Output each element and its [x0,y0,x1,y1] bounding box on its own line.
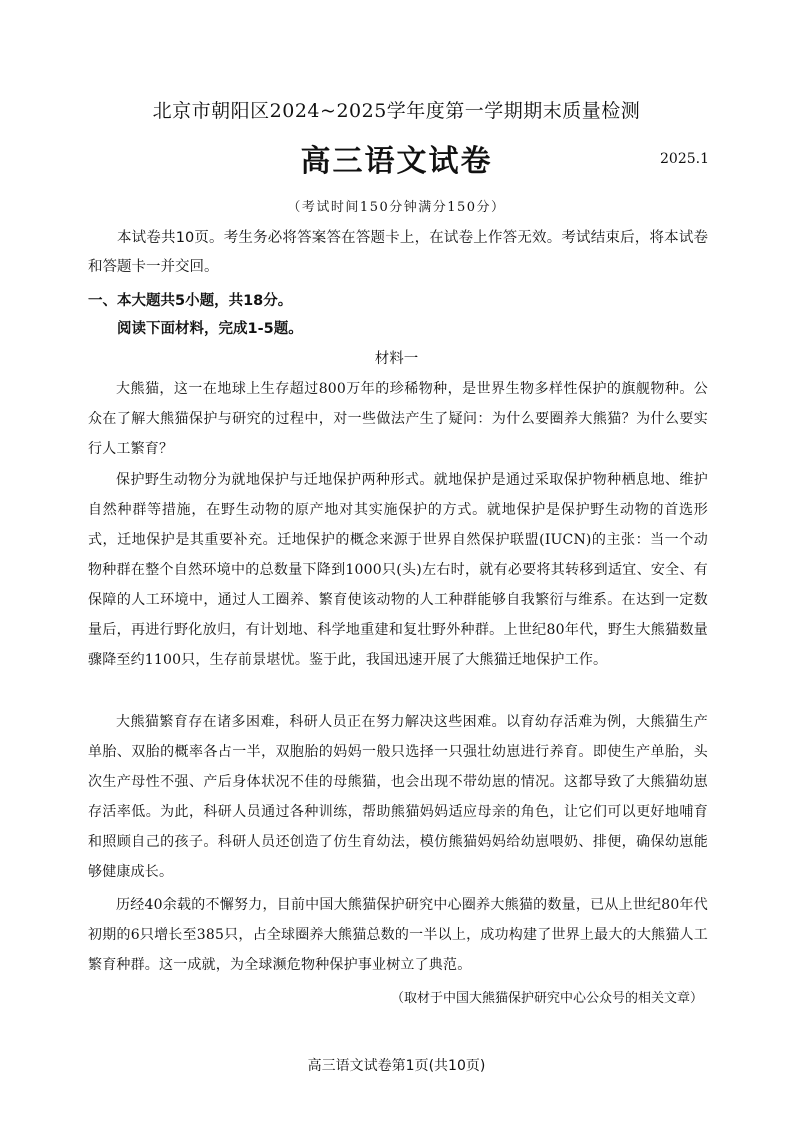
page-footer: 高三语文试卷第1页(共10页) [307,1058,486,1074]
instructions-text: 本试卷共10页。考生务必将答案答在答题卡上，在试卷上作答无效。考试结束后，将本试卷和答题卡一并交回。 [88,230,708,275]
material-paragraph: 大熊猫，这一在地球上生存超过800万年的珍稀物种，是世界生物多样性保护的旗舰物种。公众在了解大熊猫保护与研究的过程中，对一些做法产生了疑问：为什么要圈养大熊猫？为什么要实行人工繁育？ [88,381,708,457]
exam-name: 北京市朝阳区2024~2025学年度第一学期期末质量检测 [152,100,641,122]
material-title: 材料一 [374,351,419,367]
material-paragraph: 大熊猫繁育存在诸多困难，科研人员正在努力解决这些困难。以育幼存活难为例，大熊猫生产单胎、双胎的概率各占一半，双胞胎的妈妈一般只选择一只强壮幼崽进行养育。即使生产单胎，头次生产母性不强、产后身体状况不佳的母熊猫，也会出现不带幼崽的情况。这都导致了大熊猫幼崽存活率低。为此，科研人员通过各种训练，帮助熊猫妈妈适应母亲的角色，让它们可以更好地哺育和照顾自己的孩子。科研人员还创造了仿生育幼法，模仿熊猫妈妈给幼崽喂奶、排便，确保幼崽能够健康成长。 [88,714,708,880]
material-paragraph-2-block [88,465,708,675]
section-directive: 阅读下面材料，完成1-5题。 [117,321,303,337]
material-source: （取材于中国大熊猫保护研究中心公众号的相关文章） [390,991,703,1006]
material-paragraph: 历经40余载的不懈努力，目前中国大熊猫保护研究中心圈养大熊猫的数量，已从上世纪80年代初期的6只增长至385只，占全球圈养大熊猫总数的一半以上，成功构建了世界上最大的大熊猫人工繁育种群。这一成就，为全球濒危物种保护事业树立了典范。 [88,897,708,973]
material-paragraph-3-block [88,707,708,887]
instructions-block [88,224,708,282]
material-paragraph-4-block [88,890,708,980]
exam-date: 2025.1 [660,151,709,167]
exam-duration-note: （考试时间150分钟满分150分） [287,200,506,215]
material-paragraph: 保护野生动物分为就地保护与迁地保护两种形式。就地保护是通过采取保护物种栖息地、维护自然种群等措施，在野生动物的原产地对其实施保护的方式。就地保护是保护野生动物的首选形式，迁地保护是其重要补充。迁地保护的概念来源于世界自然保护联盟(IUCN)的主张：当一个动物种群在整个自然环境中的总数量下降到1000只(头)左右时，就有必要将其转移到适宜、安全、有保障的人工环境中，通过人工圈养、繁育使该动物的人工种群能够自我繁衍与维系。在达到一定数量后，再进行野化放归，有计划地、科学地重建和复壮野外种群。上世纪80年代，野生大熊猫数量骤降至约1100只，生存前景堪忧。鉴于此，我国迅速开展了大熊猫迁地保护工作。 [88,472,708,668]
section-heading: 一、本大题共5小题，共18分。 [88,293,293,309]
page-title: 高三语文试卷 [300,144,493,179]
material-paragraph-1-block [88,374,708,464]
